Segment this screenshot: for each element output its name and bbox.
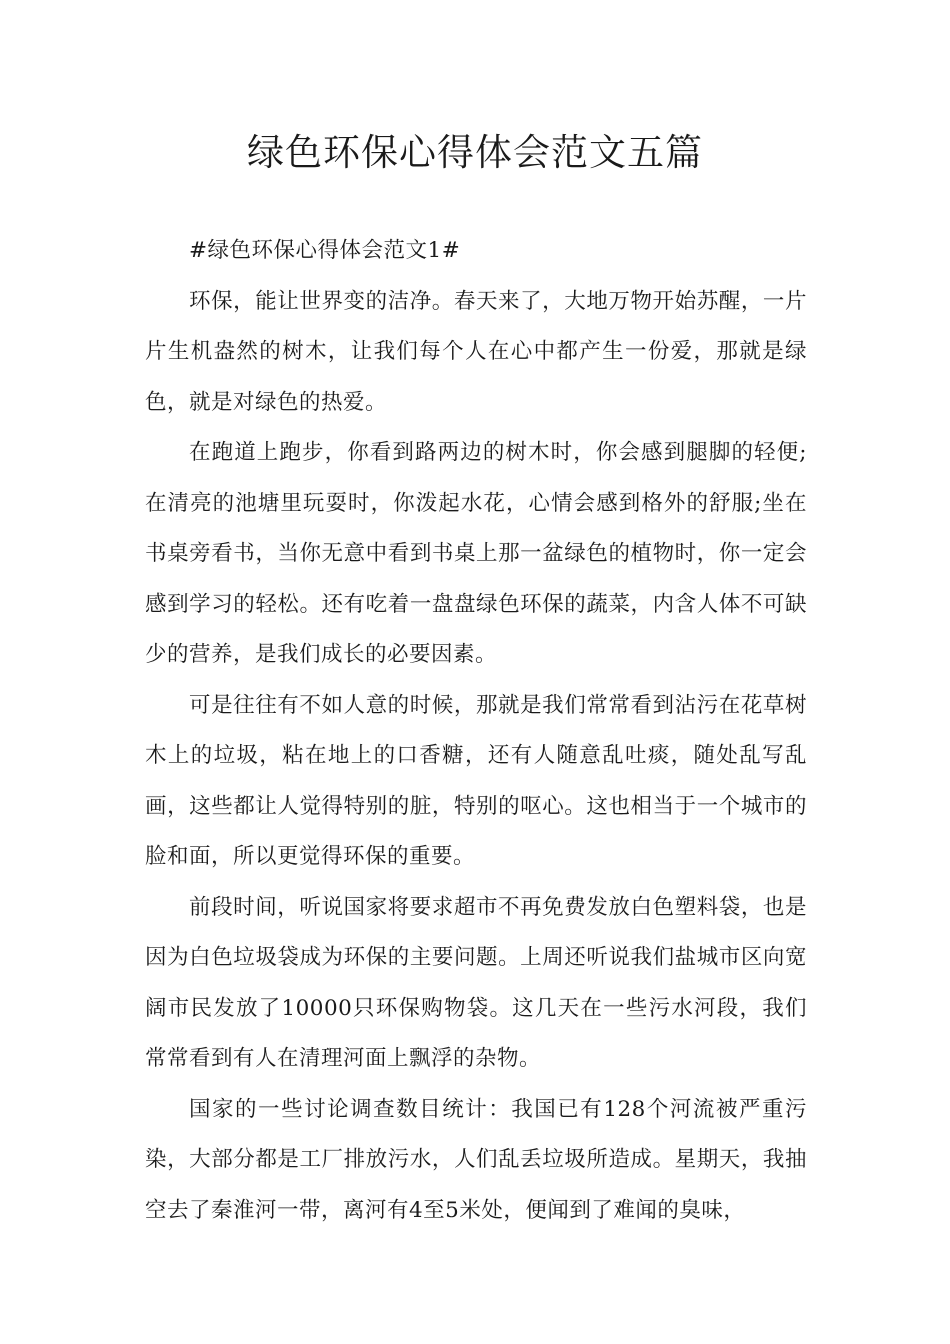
paragraph: 在跑道上跑步，你看到路两边的树木时，你会感到腿脚的轻便;在清亮的池塘里玩耍时，你泼起水花，心情会感到格外的舒服;坐在书桌旁看书，当你无意中看到书桌上那一盆绿色的植物时，你一定会感到学习的轻松。还有吃着一盘盘绿色环保的蔬菜，内含人体不可缺少的营养，是我们成长的必要因素。 [145,440,807,667]
paragraph: 环保，能让世界变的洁净。春天来了，大地万物开始苏醒，一片片生机盎然的树木，让我们每个人在心中都产生一份爱，那就是绿色，就是对绿色的热爱。 [145,288,807,415]
paragraph: 可是往往有不如人意的时候，那就是我们常常看到沾污在花草树木上的垃圾，粘在地上的口香糖，还有人随意乱吐痰，随处乱写乱画，这些都让人觉得特别的脏，特别的呕心。这也相当于一个城市的脸和面，所以更觉得环保的重要。 [145,692,807,869]
document-body [145,226,807,1236]
paragraph: 国家的一些讨论调查数目统计：我国已有128个河流被严重污染，大部分都是工厂排放污水，人们乱丢垃圾所造成。星期天，我抽空去了秦淮河一带，离河有4至5米处，便闻到了难闻的臭味， [145,1096,807,1223]
section-heading: #绿色环保心得体会范文1# [189,238,461,263]
document-title: 绿色环保心得体会范文五篇 [247,131,703,174]
paragraph: 前段时间，听说国家将要求超市不再免费发放白色塑料袋，也是因为白色垃圾袋成为环保的主要问题。上周还听说我们盐城市区向宽阔市民发放了10000只环保购物袋。这几天在一些污水河段，我们常常看到有人在清理河面上飘浮的杂物。 [145,894,807,1071]
